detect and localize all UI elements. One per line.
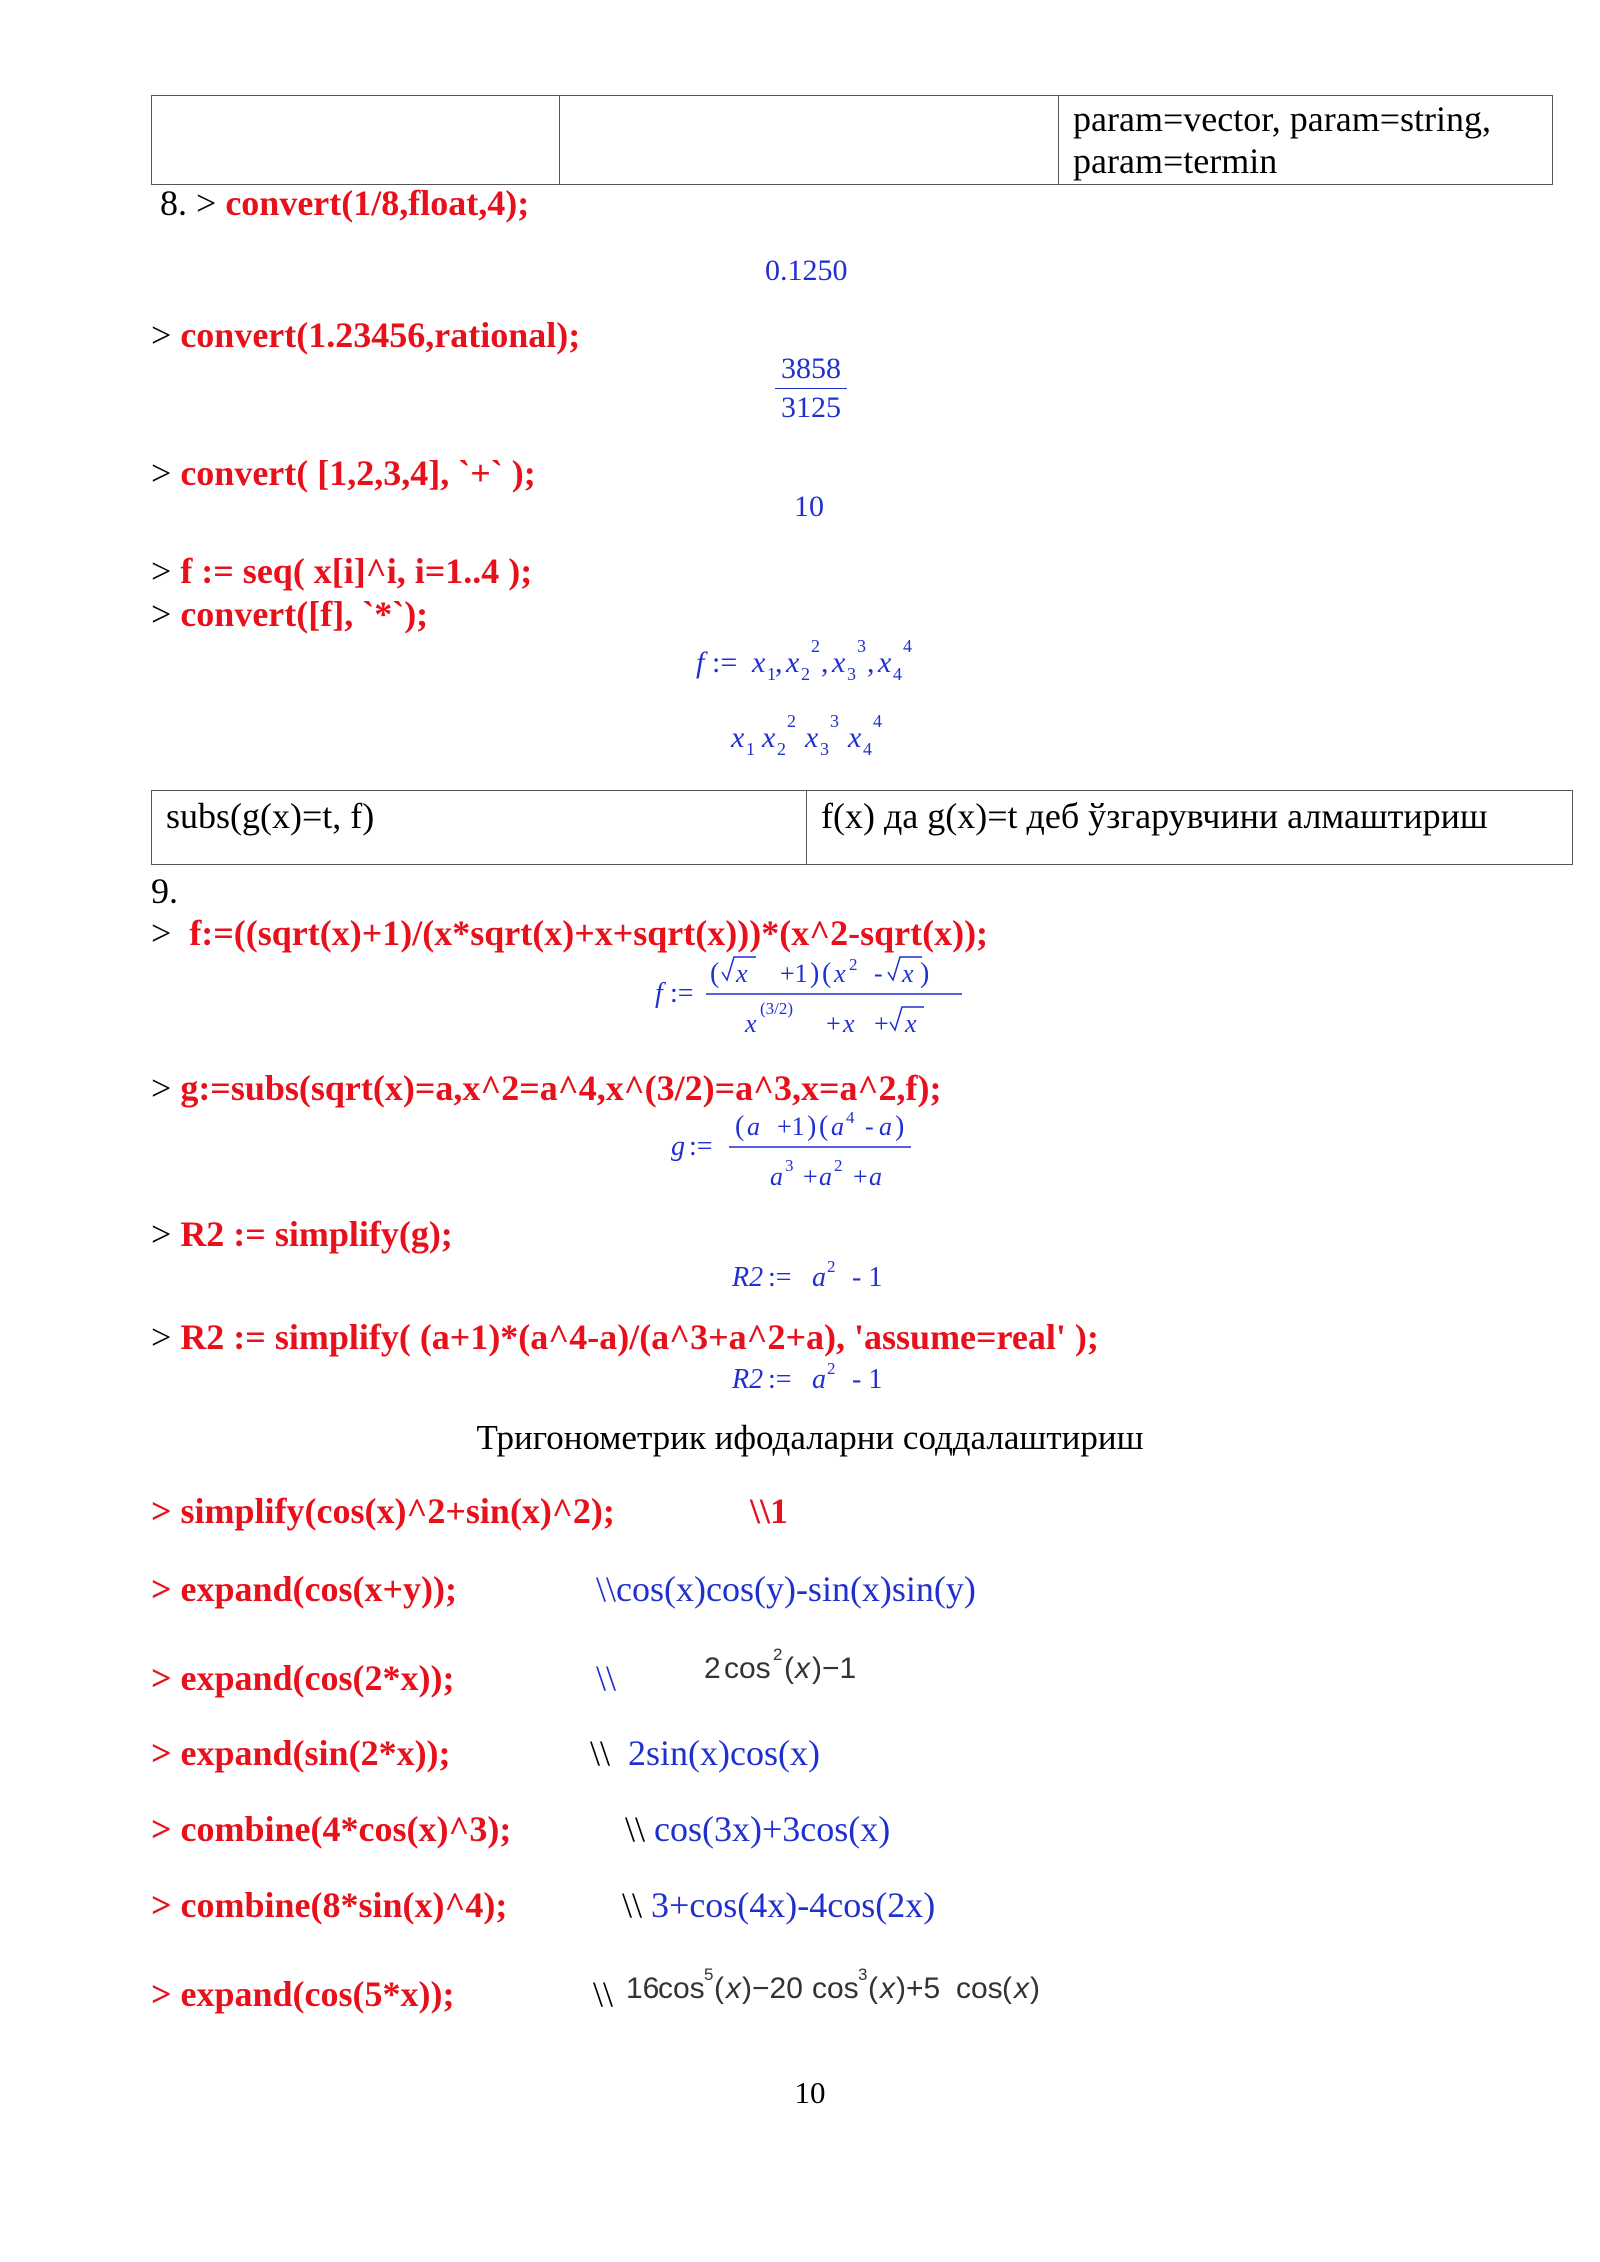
svg-text:(: ( (868, 1972, 878, 2005)
output-g-formula (665, 1105, 965, 1195)
command-line (151, 452, 536, 494)
svg-text:2: 2 (787, 711, 796, 731)
section-heading: Тригонометрик ифодаларни соддалаштириш (476, 1418, 1144, 1457)
table-cell-empty-2 (560, 96, 1059, 185)
command: convert( [1,2,3,4], `+` ); (180, 453, 536, 493)
command: > expand(cos(2*x)); (151, 1658, 455, 1698)
svg-text:2: 2 (827, 1359, 836, 1378)
result-separator: \\ (593, 1974, 614, 2014)
output-product-formula (725, 705, 905, 767)
table-cell-description (807, 791, 1573, 865)
svg-text:(: ( (710, 958, 720, 989)
svg-text:(: ( (714, 1972, 724, 2005)
svg-text:-: - (874, 959, 883, 988)
svg-text:x: x (726, 1972, 741, 2005)
subs-description: f(x) да g(x)=t деб ўзгарувчини алмаштириш (821, 796, 1488, 836)
output-sequence-formula (690, 630, 950, 690)
trig-row (151, 1657, 455, 1699)
svg-text:2: 2 (849, 955, 858, 974)
svg-text:2: 2 (827, 1257, 836, 1276)
svg-text:x: x (795, 1652, 810, 1685)
result: \\1 (750, 1491, 789, 1531)
svg-text:4: 4 (893, 664, 902, 684)
svg-text:x: x (731, 721, 745, 754)
svg-text:x: x (762, 721, 776, 754)
svg-text:2: 2 (704, 1652, 721, 1685)
prompt: > (151, 453, 172, 493)
param-text: param=vector, param=string, param=termin (1073, 99, 1492, 181)
svg-text:(: ( (822, 958, 832, 989)
svg-text::=: := (768, 1262, 792, 1293)
svg-text:+: + (803, 1162, 818, 1191)
svg-text:)+5: )+5 (896, 1972, 941, 2005)
table-param-row (151, 95, 1553, 185)
command: convert(1.23456,rational); (180, 315, 581, 355)
command: > simplify(cos(x)^2+sin(x)^2); (151, 1491, 615, 1531)
result-formula (700, 1640, 900, 1690)
prompt: > (151, 913, 172, 953)
output-rational (775, 352, 847, 425)
command: g:=subs(sqrt(x)=a,x^2=a^4,x^(3/2)=a^3,x=a^2,f); (180, 1068, 942, 1108)
svg-text:-: - (865, 1112, 874, 1141)
svg-text:2: 2 (811, 636, 820, 656)
svg-text:+: + (874, 1009, 889, 1038)
svg-text:cos: cos (658, 1972, 705, 2005)
output-R2-formula (730, 1354, 910, 1398)
svg-text:a: a (869, 1162, 882, 1191)
svg-text:2: 2 (834, 1156, 843, 1175)
svg-text:- 1: - 1 (852, 1262, 883, 1293)
svg-text:+1: +1 (777, 1112, 805, 1141)
result-formula (622, 1958, 1062, 2012)
trig-row (151, 1490, 615, 1532)
svg-text:a: a (747, 1112, 760, 1141)
svg-text::=: := (689, 1131, 713, 1162)
table-subs-row (151, 790, 1573, 865)
svg-text:+: + (826, 1009, 841, 1038)
command-line (151, 314, 580, 356)
svg-text:4: 4 (863, 739, 872, 759)
svg-text:cos: cos (812, 1972, 859, 2005)
command: > expand(sin(2*x)); (151, 1733, 451, 1773)
svg-text:(: ( (784, 1652, 794, 1685)
svg-text:- 1: - 1 (852, 1364, 883, 1395)
svg-text:,: , (867, 646, 875, 679)
svg-text:a: a (831, 1112, 844, 1141)
svg-text:4: 4 (846, 1108, 855, 1127)
svg-text:x: x (752, 646, 766, 679)
command-line (151, 1067, 941, 1109)
svg-text:16: 16 (626, 1972, 660, 2005)
svg-text:x: x (745, 1009, 757, 1038)
svg-text:)−20: )−20 (742, 1972, 803, 2005)
command: convert([f], `*`); (180, 594, 429, 634)
svg-text:x: x (905, 1009, 917, 1038)
svg-text:x: x (902, 959, 914, 988)
svg-text:a: a (879, 1112, 892, 1141)
command: R2 := simplify(g); (180, 1214, 453, 1254)
svg-text:x: x (805, 721, 819, 754)
svg-text:a: a (812, 1262, 826, 1293)
svg-text:): ) (895, 1111, 905, 1142)
svg-text:x: x (878, 646, 892, 679)
result: \\cos(x)cos(y)-sin(x)sin(y) (596, 1569, 976, 1609)
svg-text:3: 3 (858, 1965, 868, 1984)
svg-text:3: 3 (820, 739, 829, 759)
example-number: 8. (160, 183, 187, 223)
command-line (151, 1213, 453, 1255)
command: > expand(cos(5*x)); (151, 1974, 455, 2014)
command: > combine(4*cos(x)^3); (151, 1809, 512, 1849)
trig-row (151, 1732, 451, 1774)
command: R2 := simplify( (a+1)*(a^4-a)/(a^3+a^2+a), 'assume=real' ); (180, 1317, 1099, 1357)
svg-text:a: a (812, 1364, 826, 1395)
svg-text:(: ( (1002, 1972, 1012, 2005)
example-8-line (160, 182, 529, 224)
trig-row (151, 1973, 455, 2015)
trig-row (151, 1808, 511, 1850)
prompt: > (196, 183, 217, 223)
svg-text:f: f (655, 978, 663, 1009)
svg-text:+1: +1 (780, 959, 808, 988)
command: > combine(8*sin(x)^4); (151, 1885, 508, 1925)
svg-text:2: 2 (777, 739, 786, 759)
svg-text:(: ( (735, 1111, 745, 1142)
svg-text:5: 5 (704, 1965, 714, 1984)
svg-text:x: x (880, 1972, 895, 2005)
svg-text:x: x (832, 646, 846, 679)
svg-text:): ) (1030, 1972, 1040, 2005)
svg-text:(: ( (819, 1111, 829, 1142)
prompt: > (151, 315, 172, 355)
svg-text:R2: R2 (732, 1364, 764, 1395)
svg-text::=: := (670, 978, 694, 1009)
command-line (151, 1316, 1099, 1358)
result-separator: \\ (596, 1658, 617, 1698)
svg-text::=: := (768, 1364, 792, 1395)
result: \\ 3+cos(4x)-4cos(2x) (622, 1885, 936, 1925)
svg-text:3: 3 (785, 1156, 794, 1175)
command: f:=((sqrt(x)+1)/(x*sqrt(x)+x+sqrt(x)))*(x^2-sqrt(x)); (189, 913, 989, 953)
svg-text:3: 3 (830, 711, 839, 731)
svg-text:R2: R2 (732, 1262, 764, 1293)
fraction-numerator: 3858 (775, 352, 847, 389)
svg-text:4: 4 (903, 636, 912, 656)
command: > expand(cos(x+y)); (151, 1569, 458, 1609)
svg-text:x: x (1014, 1972, 1029, 2005)
svg-text:2: 2 (801, 664, 810, 684)
output-R2-formula (730, 1252, 910, 1296)
command: convert(1/8,float,4); (225, 183, 530, 223)
result: \\ cos(3x)+3cos(x) (625, 1809, 891, 1849)
svg-text:3: 3 (847, 664, 856, 684)
output-sum: 10 (794, 490, 824, 523)
trig-row (151, 1568, 457, 1610)
svg-text:4: 4 (873, 711, 882, 731)
prompt: > (151, 1068, 172, 1108)
output-float: 0.1250 (765, 254, 848, 287)
svg-text:3: 3 (857, 636, 866, 656)
example-number: 9. (151, 871, 178, 911)
prompt: > (151, 594, 172, 634)
svg-text:): ) (920, 958, 930, 989)
svg-text:): ) (810, 958, 820, 989)
svg-text:x: x (843, 1009, 855, 1038)
command-line (151, 912, 988, 954)
svg-text:x: x (834, 959, 846, 988)
table-cell-syntax (152, 791, 807, 865)
svg-text:x: x (736, 959, 748, 988)
prompt: > (151, 1214, 172, 1254)
prompt: > (151, 1317, 172, 1357)
page-number: 10 (794, 2075, 826, 2110)
svg-text:+: + (853, 1162, 868, 1191)
command-line (151, 550, 532, 592)
command: f := seq( x[i]^i, i=1..4 ); (180, 551, 533, 591)
svg-text:(3/2): (3/2) (760, 999, 794, 1018)
svg-text:x: x (848, 721, 862, 754)
fraction-denominator: 3125 (781, 391, 841, 424)
svg-text:): ) (807, 1111, 817, 1142)
svg-text:a: a (819, 1162, 832, 1191)
output-f-formula (650, 952, 980, 1044)
result: \\ 2sin(x)cos(x) (590, 1733, 820, 1773)
svg-text:1: 1 (746, 739, 755, 759)
svg-text:1: 1 (767, 664, 776, 684)
prompt: > (151, 551, 172, 591)
table-cell-params (1059, 96, 1553, 185)
svg-text:cos: cos (724, 1652, 771, 1685)
svg-text::=: := (712, 646, 738, 679)
subs-syntax: subs(g(x)=t, f) (166, 796, 375, 836)
svg-text:cos: cos (956, 1972, 1003, 2005)
svg-text:)−1: )−1 (812, 1652, 857, 1685)
svg-text:x: x (786, 646, 800, 679)
trig-row (151, 1884, 507, 1926)
table-cell-empty-1 (152, 96, 560, 185)
svg-text:,: , (821, 646, 829, 679)
svg-text:a: a (770, 1162, 783, 1191)
svg-text:2: 2 (773, 1645, 783, 1664)
svg-text:f: f (696, 646, 705, 679)
svg-text:g: g (671, 1131, 685, 1162)
command-line (151, 593, 428, 635)
svg-text:,: , (775, 646, 783, 679)
